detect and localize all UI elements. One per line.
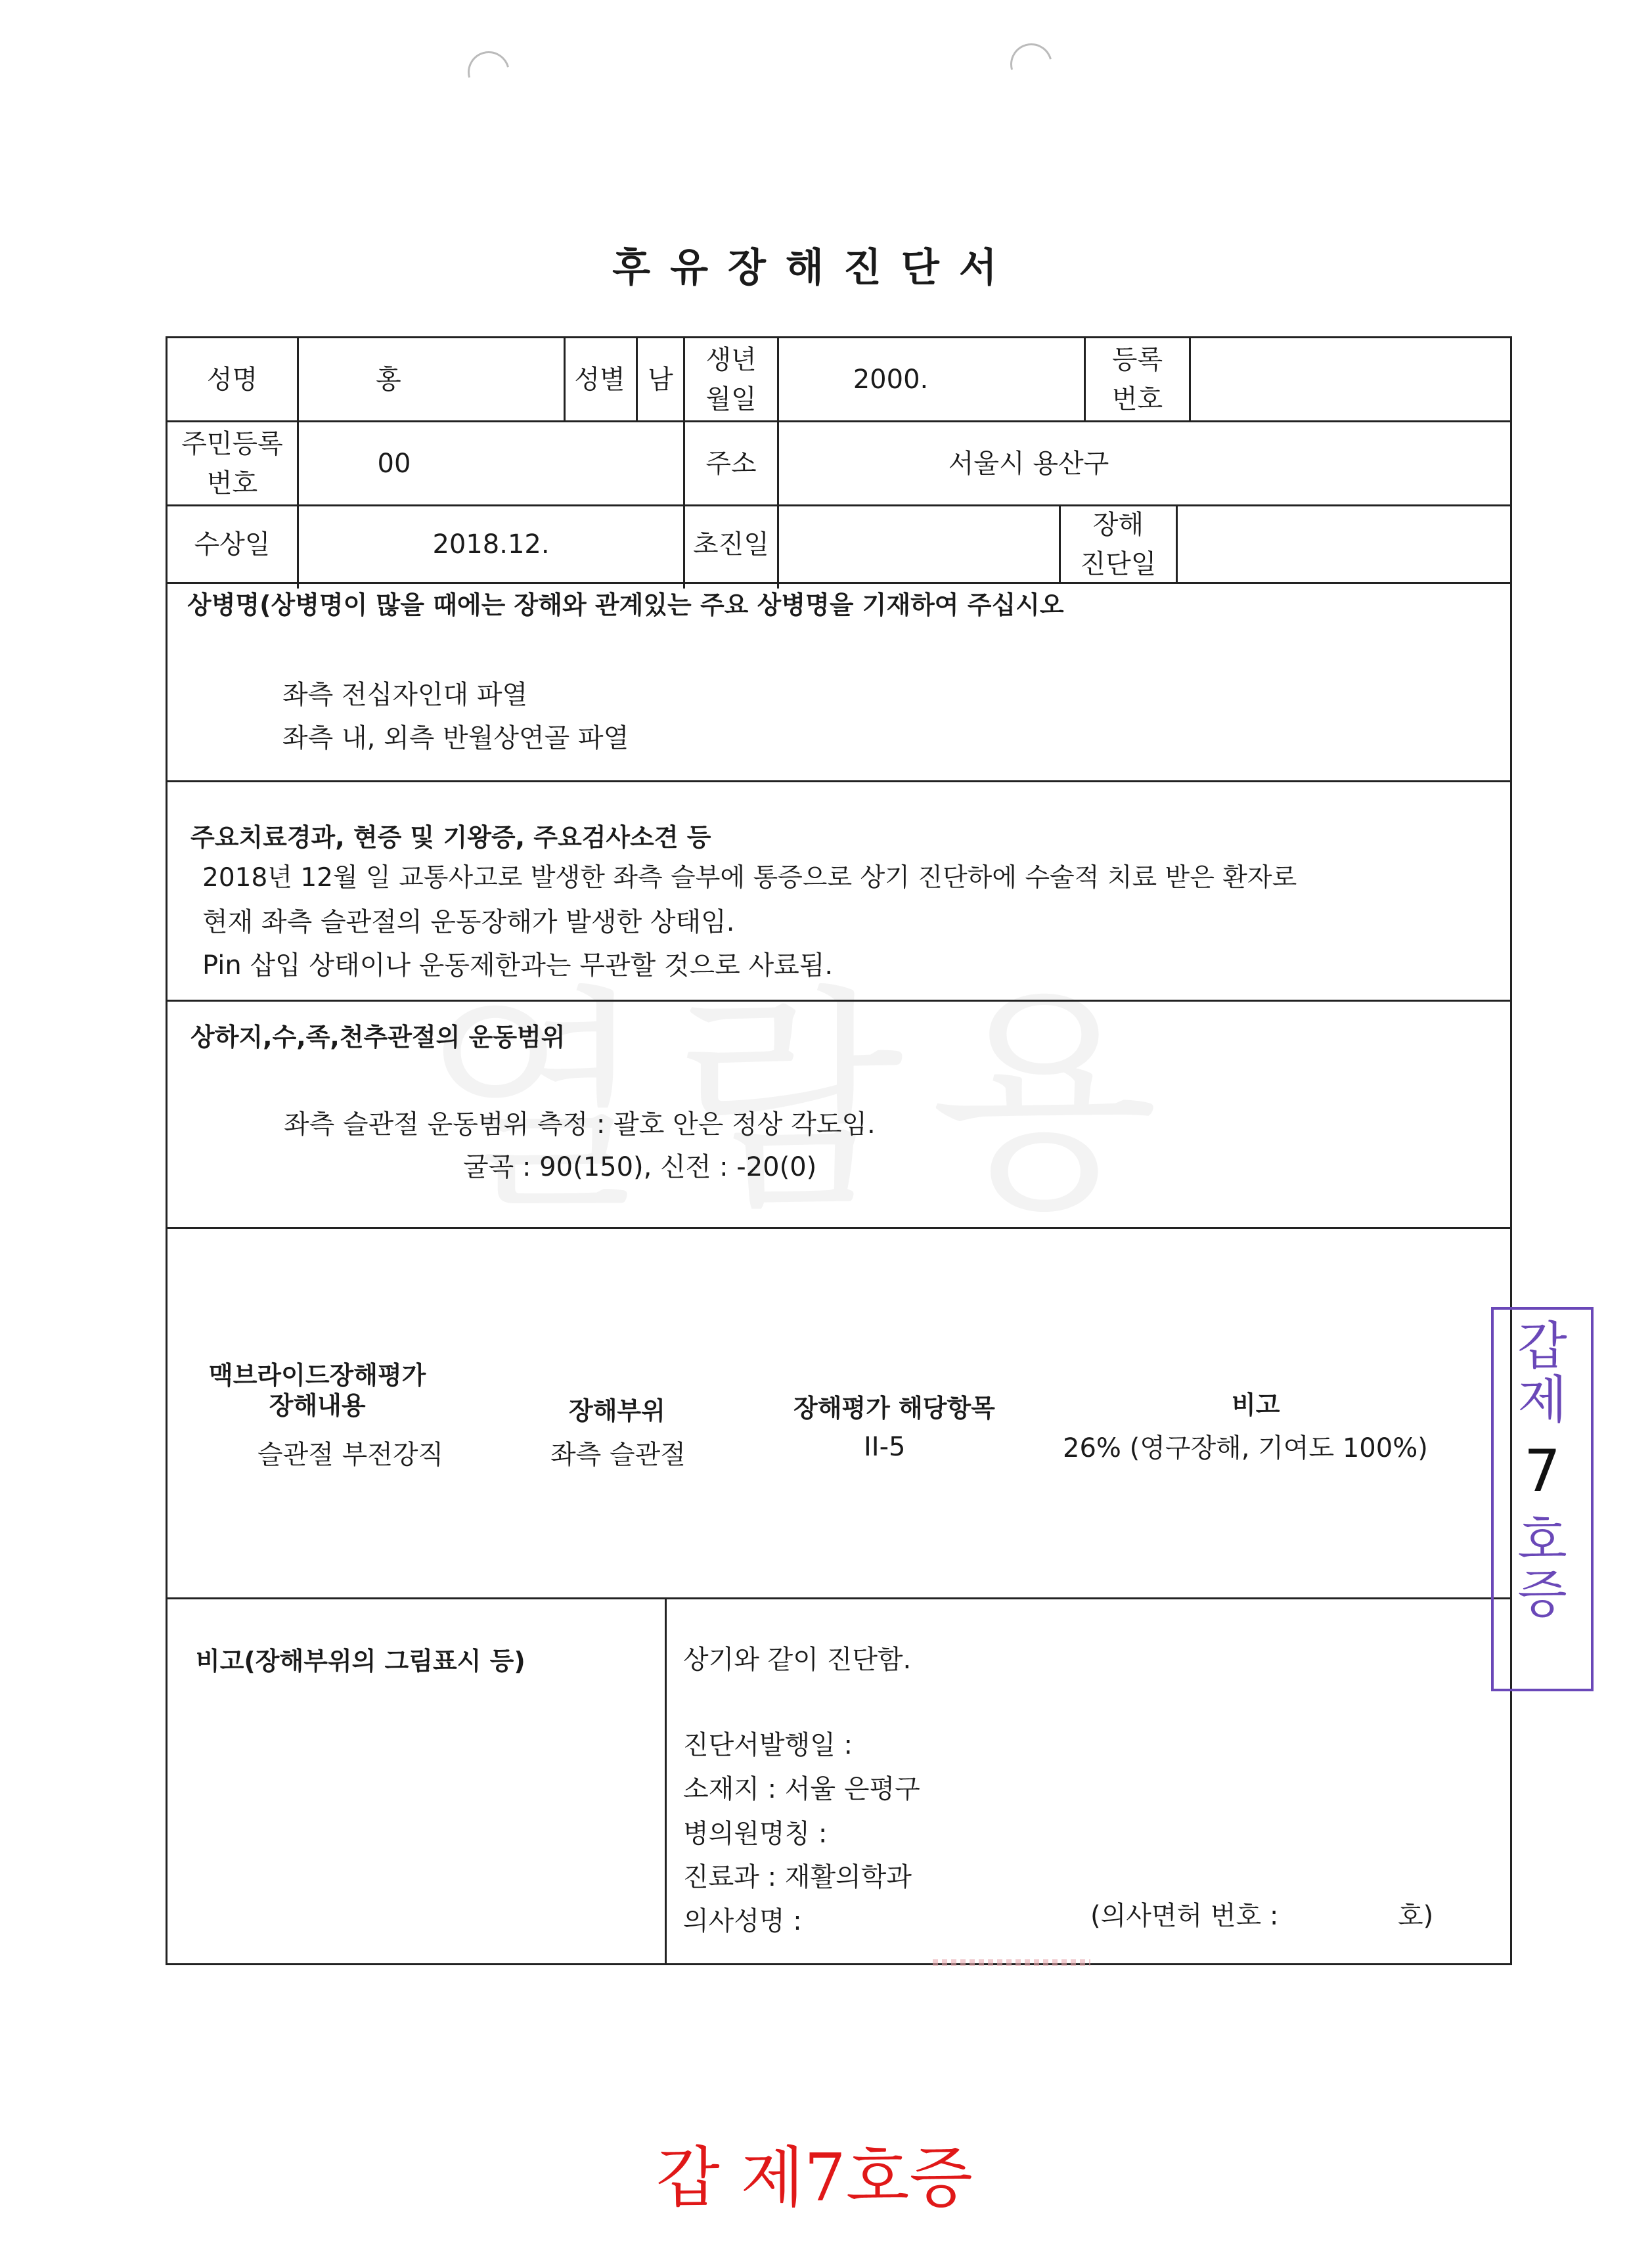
diagnosis-line: 좌측 전십자인대 파열: [282, 680, 528, 710]
treatment-line: 현재 좌측 슬관절의 운동장해가 발생한 상태임.: [202, 907, 735, 937]
gender-value: 남: [648, 364, 673, 395]
department: 진료과 : 재활의학과: [683, 1862, 912, 1892]
mcbride-header-content: [209, 1361, 426, 1421]
disability-dx-label-line1: 장해: [1092, 509, 1144, 540]
regno-label-line2: 번호: [1111, 384, 1163, 414]
mcbride-item-value: II-5: [864, 1432, 906, 1462]
regno-label: [1086, 338, 1189, 420]
doctor-name: 의사성명 :: [683, 1906, 802, 1936]
license-suffix: 호): [1398, 1901, 1434, 1931]
regno-label-line1: 등록: [1111, 344, 1163, 375]
license-number: (의사면허 번호 :: [1090, 1901, 1279, 1931]
rom-line: 굴곡 : 90(150), 신전 : -20(0): [463, 1152, 817, 1182]
stamp-char: 증: [1517, 1565, 1567, 1625]
hospital-location: 소재지 : 서울 은평구: [683, 1774, 920, 1804]
issue-date: 진단서발행일 :: [683, 1730, 853, 1760]
stamp-char: 제: [1517, 1370, 1567, 1430]
first-visit-label: 초진일: [693, 529, 769, 560]
stamp-char: 갑: [1517, 1317, 1567, 1376]
remarks-statement: 상기와 같이 진단함.: [683, 1645, 912, 1675]
gender-label: 성별: [574, 364, 625, 395]
address-value: 서울시 용산구: [948, 448, 1109, 479]
birth-label: [685, 338, 777, 420]
punch-hole-right: [1002, 35, 1060, 93]
mcbride-header-line1: 맥브라이드장해평가: [209, 1361, 426, 1390]
name-value: 홍: [376, 364, 401, 395]
mcbride-header-line2: 장해내용: [269, 1390, 366, 1420]
injury-date-label: 수상일: [194, 529, 271, 560]
resident-label-line1: 주민등록: [181, 428, 283, 459]
mcbride-content-value: 슬관절 부전강직: [257, 1440, 444, 1470]
document-title: 후유장해진단서: [612, 245, 1017, 291]
stamp-char: 호: [1517, 1511, 1567, 1571]
resident-label: [167, 422, 297, 504]
address-label: 주소: [705, 448, 757, 479]
punch-hole-left: [460, 43, 517, 100]
disability-dx-label: [1061, 506, 1176, 582]
mcbride-header-item: 장해평가 해당항목: [793, 1394, 995, 1423]
exhibit-label: 갑 제7호증: [656, 2139, 973, 2216]
stamp-smudge: [933, 1959, 1090, 1966]
treatment-line: 2018년 12월 일 교통사고로 발생한 좌측 슬부에 통증으로 상기 진단하에 수술적 치료 받은 환자로: [202, 863, 1297, 893]
diagnosis-heading: 상병명(상병명이 많을 때에는 장해와 관계있는 주요 상병명을 기재하여 주십시오: [187, 590, 1064, 619]
injury-date-value: 2018.12.: [432, 529, 550, 560]
mcbride-header-site: 장해부위: [569, 1396, 665, 1425]
hospital-name: 병의원명칭 :: [683, 1819, 828, 1849]
mcbride-header-remark: 비고: [1232, 1390, 1280, 1419]
resident-label-line2: 번호: [206, 468, 258, 499]
birth-value: 2000.: [853, 364, 929, 395]
disability-dx-label-line2: 진단일: [1080, 548, 1157, 579]
mcbride-remark-value: 26% (영구장해, 기여도 100%): [1063, 1433, 1428, 1463]
treatment-heading: 주요치료경과, 현증 및 기왕증, 주요검사소견 등: [190, 823, 711, 852]
rom-heading: 상하지,수,족,천추관절의 운동범위: [190, 1023, 566, 1052]
treatment-line: Pin 삽입 상태이나 운동제한과는 무관할 것으로 사료됨.: [202, 950, 834, 981]
regno-value: [1191, 338, 1510, 420]
resident-value: 00: [377, 448, 411, 479]
stamp-number: 7: [1524, 1436, 1561, 1505]
disability-dx-value: [1178, 506, 1510, 582]
mcbride-site-value: 좌측 슬관절: [550, 1440, 686, 1470]
first-visit-value: [779, 506, 1059, 582]
birth-label-line2: 월일: [705, 384, 757, 414]
rom-line: 좌측 슬관절 운동범위 측정 : 괄호 안은 정상 각도임.: [284, 1109, 876, 1140]
name-label: 성명: [206, 364, 258, 395]
exhibit-stamp: [1491, 1307, 1594, 1691]
birth-label-line1: 생년: [705, 344, 757, 375]
remarks-label: 비고(장해부위의 그림표시 등): [196, 1647, 525, 1676]
diagnosis-line: 좌측 내, 외측 반월상연골 파열: [282, 723, 629, 753]
